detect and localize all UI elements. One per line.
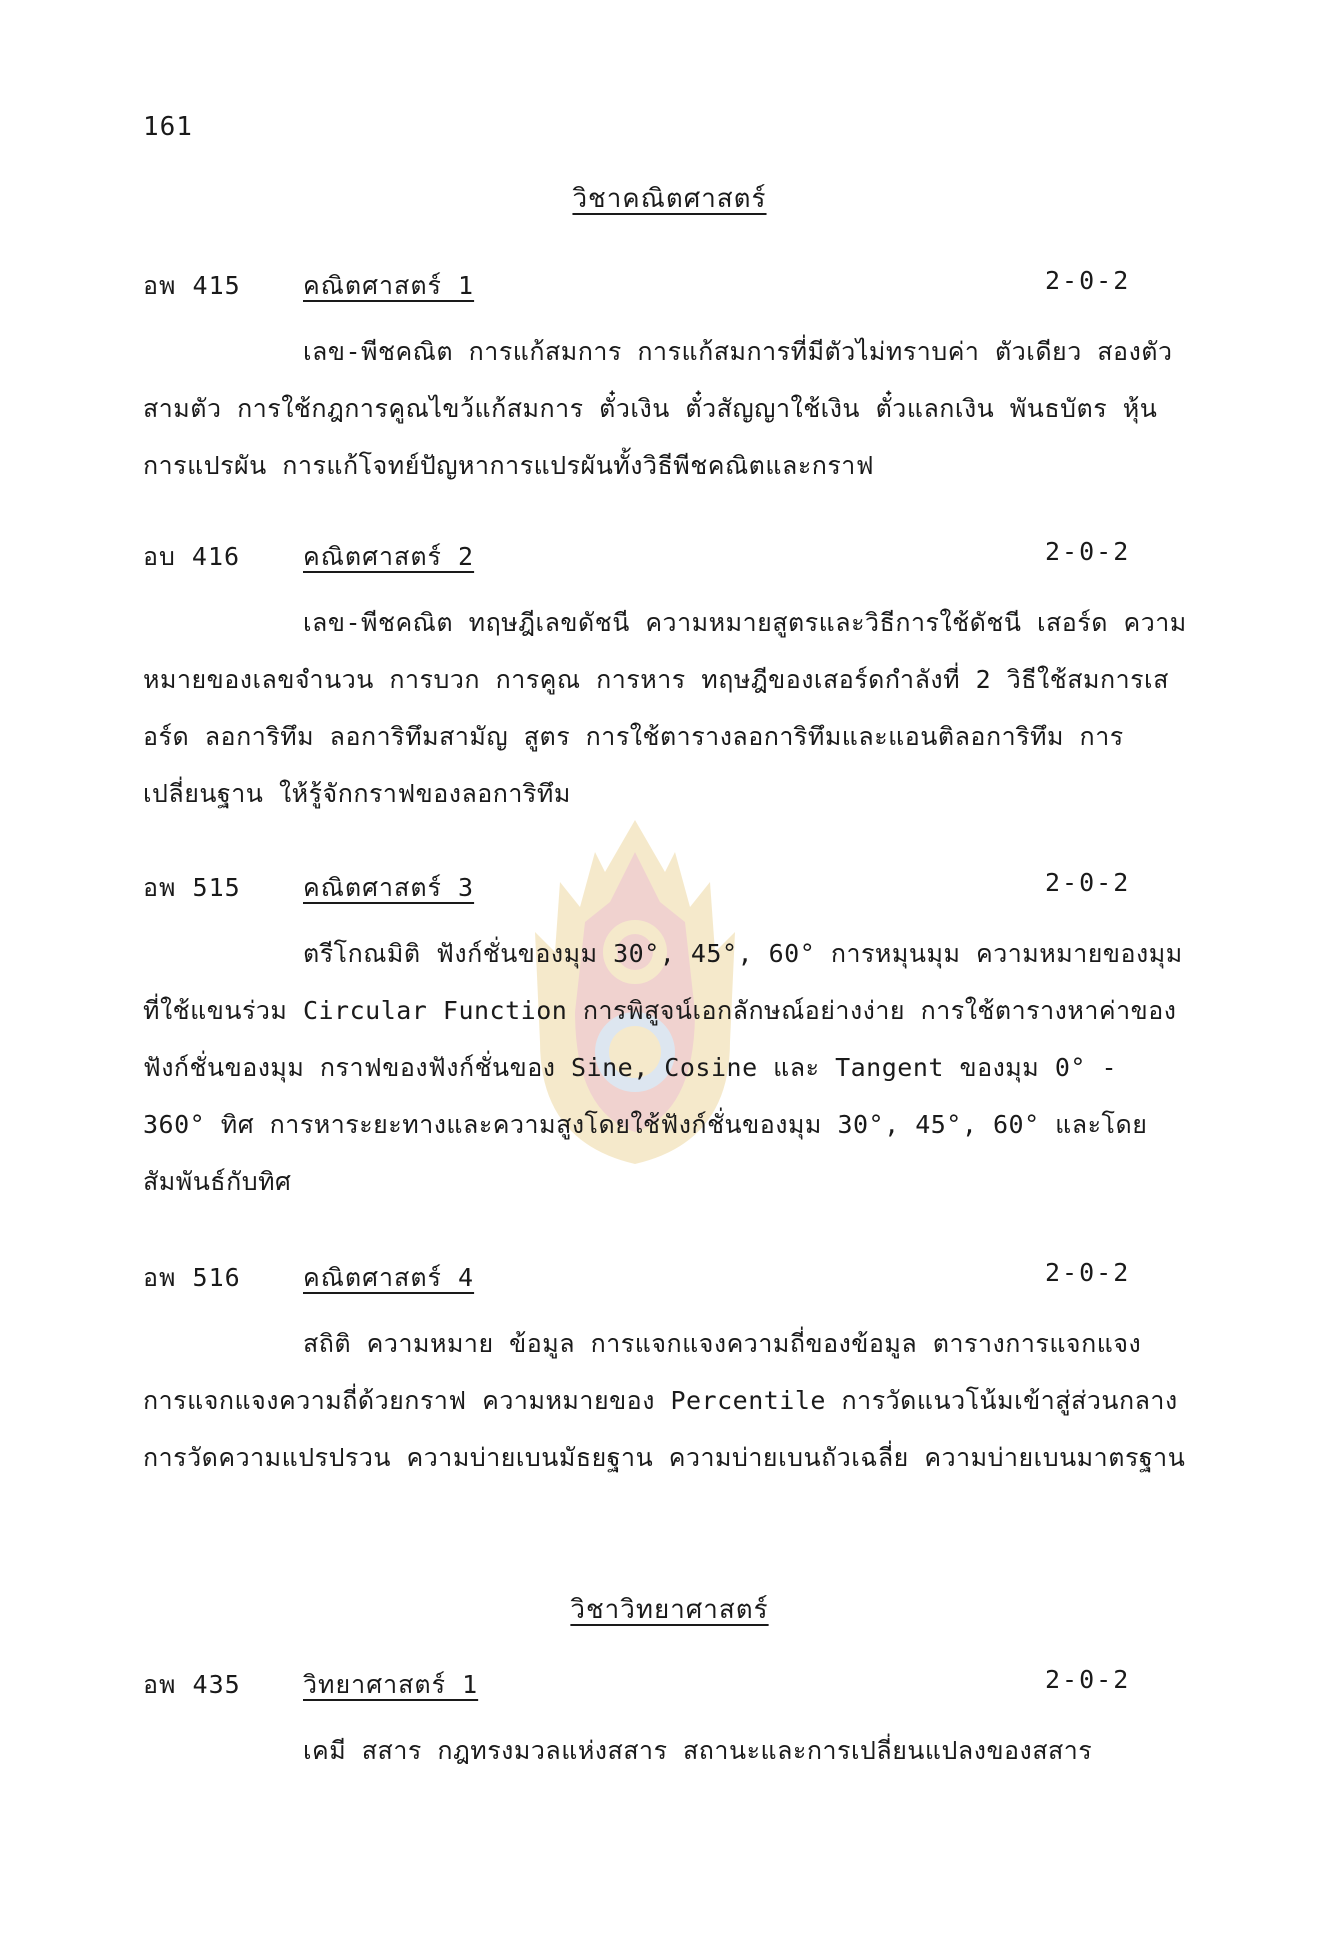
section-heading-mathematics: วิชาคณิตศาสตร์ xyxy=(572,184,767,214)
course-credits: 2-0-2 xyxy=(1045,1258,1131,1287)
course-name: คณิตศาสตร์ 4 xyxy=(303,1263,475,1292)
page-number: 161 xyxy=(143,112,193,142)
course-header xyxy=(0,1665,1339,1705)
course-description: สถิติ ความหมาย ข้อมูล การแจกแจงความถี่ของข้อมูล ตารางการแจกแจง การแจกแจงความถี่ด้วยกราฟ ความหมายของ Percentile การวัดแนวโน้มเข้าสู่ส่วนกลาง การวัดความแปรปรวน ความบ่ายเบนมัธยฐาน ความบ่ายเบนถัวเฉลี่ย ความบ่ายเบนมาตรฐาน xyxy=(143,1329,1186,1472)
section-heading-science: วิชาวิทยาศาสตร์ xyxy=(570,1595,769,1625)
course-header xyxy=(0,1258,1339,1298)
course-header xyxy=(0,868,1339,908)
course-name: วิทยาศาสตร์ 1 xyxy=(303,1670,479,1699)
course-code: อพ 515 xyxy=(143,873,241,902)
course-code: อพ 435 xyxy=(143,1670,241,1699)
course-code: อพ 516 xyxy=(143,1263,241,1292)
course-description: ตรีโกณมิติ ฟังก์ชั่นของมุม 30°, 45°, 60° การหมุนมุม ความหมายของมุมที่ใช้แขนร่วม Circular Function การพิสูจน์เอกลักษณ์อย่างง่าย การใช้ตารางหาค่าของฟังก์ชั่นของมุม กราฟของฟังก์ชั่นของ Sine, Cosine และ Tangent ของมุม 0° - 360° ทิศ การหาระยะทางและความสูงโดยใช้ฟังก์ชั่นของมุม 30°, 45°, 60° และโดยสัมพันธ์กับทิศ xyxy=(143,939,1183,1196)
course-header xyxy=(0,266,1339,306)
course-credits: 2-0-2 xyxy=(1045,537,1131,566)
course-name: คณิตศาสตร์ 3 xyxy=(303,873,475,902)
course-header xyxy=(0,537,1339,577)
course-description: เคมี สสาร กฎทรงมวลแห่งสสาร สถานะและการเปลี่ยนแปลงของสสาร xyxy=(303,1736,1093,1765)
course-code: อบ 416 xyxy=(143,542,241,571)
course-credits: 2-0-2 xyxy=(1045,266,1131,295)
course-name: คณิตศาสตร์ 2 xyxy=(303,542,475,571)
course-name: คณิตศาสตร์ 1 xyxy=(303,271,475,300)
course-credits: 2-0-2 xyxy=(1045,868,1131,897)
course-code: อพ 415 xyxy=(143,271,241,300)
course-description: เลข-พีชคณิต ทฤษฎีเลขดัชนี ความหมายสูตรและวิธีการใช้ดัชนี เสอร์ด ความหมายของเลขจำนวน การบวก การคูณ การหาร ทฤษฎีของเสอร์ดกำลังที่ 2 วิธีใช้สมการเสอร์ด ลอการิทึม ลอการิทึมสามัญ สูตร การใช้ตารางลอการิทึมและแอนติลอการิทึม การเปลี่ยนฐาน ให้รู้จักกราฟของลอการิทึม xyxy=(143,608,1187,808)
course-credits: 2-0-2 xyxy=(1045,1665,1131,1694)
course-description: เลข-พีชคณิต การแก้สมการ การแก้สมการที่มีตัวไม่ทราบค่า ตัวเดียว สองตัว สามตัว การใช้กฎการคูณไขว้แก้สมการ ตั๋วเงิน ตั๋วสัญญาใช้เงิน ตั๋วแลกเงิน พันธบัตร หุ้น การแปรผัน การแก้โจทย์ปัญหาการแปรผันทั้งวิธีพีชคณิตและกราฟ xyxy=(143,337,1173,480)
